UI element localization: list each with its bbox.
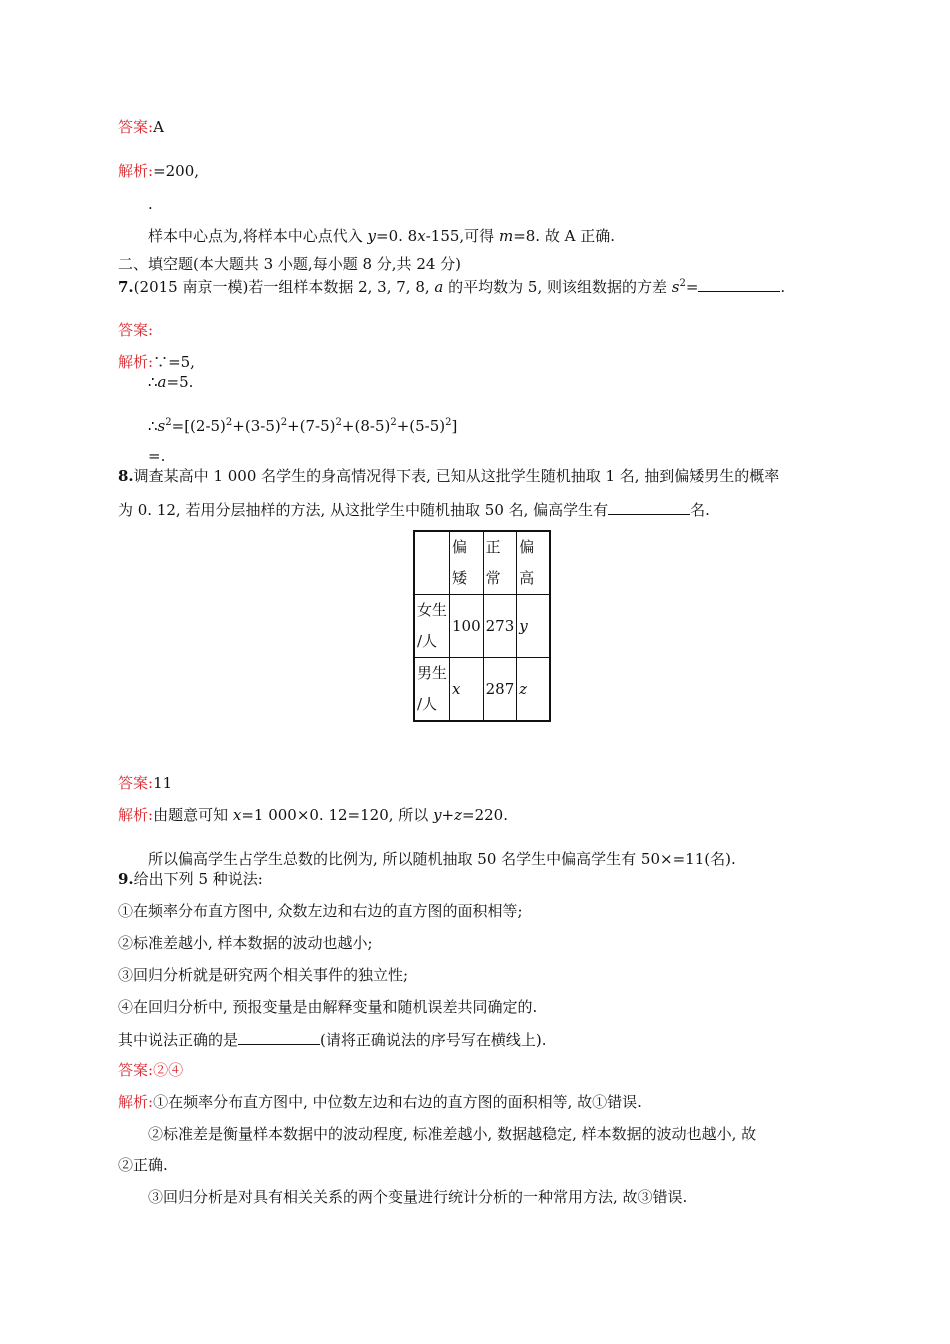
analysis-text: =200, bbox=[153, 162, 200, 180]
text: 由题意可知 bbox=[153, 806, 233, 824]
q7-analysis-line2 bbox=[148, 372, 193, 392]
header-text: 高 bbox=[519, 569, 535, 587]
analysis-label: 解析: bbox=[118, 162, 154, 180]
header-text: 偏 bbox=[452, 538, 468, 556]
q9-analysis-line2: ②标准差是衡量样本数据中的波动程度, 标准差越小, 数据越稳定, 样本数据的波动也越小, 故 bbox=[148, 1125, 757, 1143]
q6-analysis-line2: . bbox=[148, 195, 153, 213]
q7-question bbox=[118, 276, 785, 297]
text: 名. bbox=[690, 501, 710, 519]
row-label-text: 男生 bbox=[417, 664, 448, 682]
text: ∴ bbox=[148, 373, 158, 391]
text: =220. bbox=[462, 806, 508, 824]
q9-item-2: ②标准差越小, 样本数据的波动也越小; bbox=[118, 934, 373, 952]
table-cell: 287 bbox=[483, 658, 517, 722]
var-y: y bbox=[433, 806, 442, 824]
header-cell-normal bbox=[483, 531, 517, 595]
text: (请将正确说法的序号写在横线上). bbox=[320, 1031, 547, 1049]
answer-blank bbox=[698, 276, 780, 292]
header-cell-tall bbox=[517, 531, 551, 595]
header-cell-short bbox=[450, 531, 484, 595]
q7-answer-label: 答案: bbox=[118, 321, 154, 339]
superscript: 2 bbox=[165, 417, 172, 428]
text: +(5-5) bbox=[396, 417, 446, 435]
analysis-label: 解析: bbox=[118, 353, 154, 371]
text: =5. bbox=[166, 373, 194, 391]
var-s: s bbox=[157, 417, 166, 435]
header-text: 常 bbox=[485, 569, 501, 587]
q9-answer bbox=[118, 1060, 183, 1080]
text: 的平均数为 5, 则该组数据的方差 bbox=[443, 278, 672, 296]
text: 样本中心点为,将样本中心点代入 bbox=[148, 227, 368, 245]
var-y: y bbox=[367, 227, 377, 245]
question-number: 9. bbox=[118, 870, 134, 888]
superscript: 2 bbox=[280, 417, 288, 428]
var-s: s bbox=[671, 278, 680, 296]
table-corner-cell bbox=[414, 531, 450, 595]
text: ∴ bbox=[148, 417, 158, 435]
text: 调查某高中 1 000 名学生的身高情况得下表, 已知从这批学生随机抽取 1 名, 抽到偏矮男生的概率 bbox=[133, 467, 780, 485]
row-label-female bbox=[414, 595, 450, 658]
table-header-row bbox=[414, 531, 550, 595]
question-number: 8. bbox=[118, 467, 134, 485]
q6-answer bbox=[118, 117, 164, 137]
row-label-male bbox=[414, 658, 450, 722]
var-m: m bbox=[498, 227, 514, 245]
superscript: 2 bbox=[679, 278, 686, 289]
q9-analysis-line4: ③回归分析是对具有相关关系的两个变量进行统计分析的一种常用方法, 故③错误. bbox=[148, 1188, 688, 1206]
text: +(3-5) bbox=[232, 417, 281, 435]
var-a: a bbox=[434, 278, 444, 296]
table-cell: y bbox=[517, 595, 551, 658]
table-row bbox=[414, 658, 550, 722]
q7-analysis-line3 bbox=[148, 416, 457, 436]
answer-label: 答案: bbox=[118, 1061, 154, 1079]
question-number: 7. bbox=[118, 278, 134, 296]
text: (2015 南京一模)若一组样本数据 2, 3, 7, 8, bbox=[133, 278, 435, 296]
text: . bbox=[780, 278, 786, 296]
answer-value: ②④ bbox=[153, 1061, 184, 1079]
header-text: 矮 bbox=[452, 569, 468, 587]
superscript: 2 bbox=[445, 417, 452, 428]
q8-question-line1 bbox=[118, 466, 779, 486]
table-cell: 273 bbox=[483, 595, 517, 658]
q9-item-3: ③回归分析就是研究两个相关事件的独立性; bbox=[118, 966, 409, 984]
answer-value: A bbox=[153, 118, 164, 136]
superscript: 2 bbox=[390, 417, 397, 428]
q6-analysis-line1 bbox=[118, 161, 199, 181]
answer-blank bbox=[238, 1029, 320, 1045]
q8-answer bbox=[118, 773, 172, 793]
analysis-label: 解析: bbox=[118, 806, 154, 824]
q9-analysis-line3: ②正确. bbox=[118, 1156, 168, 1174]
superscript: 2 bbox=[225, 417, 233, 428]
section-heading: 二、填空题(本大题共 3 小题,每小题 8 分,共 24 分) bbox=[118, 255, 462, 273]
text: =[(2-5) bbox=[171, 417, 226, 435]
answer-value: 11 bbox=[153, 774, 173, 792]
text: -155,可得 bbox=[425, 227, 499, 245]
q9-item-1: ①在频率分布直方图中, 众数左边和右边的直方图的面积相等; bbox=[118, 902, 523, 920]
height-survey-table bbox=[413, 530, 551, 722]
q7-analysis-line4: =. bbox=[148, 447, 166, 465]
q9-question bbox=[118, 869, 263, 889]
row-label-text: /人 bbox=[417, 632, 438, 650]
q8-analysis-line1 bbox=[118, 805, 508, 825]
text: 其中说法正确的是 bbox=[118, 1031, 239, 1049]
text: =8. 故 A 正确. bbox=[513, 227, 615, 245]
analysis-text: ∵=5, bbox=[153, 353, 195, 371]
analysis-label: 解析: bbox=[118, 1093, 154, 1111]
table-cell: 100 bbox=[450, 595, 484, 658]
answer-label: 答案: bbox=[118, 774, 154, 792]
text: 为 0. 12, 若用分层抽样的方法, 从这批学生中随机抽取 50 名, 偏高学生有 bbox=[118, 501, 609, 519]
var-x: x bbox=[232, 806, 242, 824]
q7-analysis-line1 bbox=[118, 352, 195, 372]
table-cell: x bbox=[450, 658, 484, 722]
text: 给出下列 5 种说法: bbox=[133, 870, 263, 888]
q8-analysis-line2: 所以偏高学生占学生总数的比例为, 所以随机抽取 50 名学生中偏高学生有 50×=11(名). bbox=[148, 850, 736, 868]
var-z: z bbox=[454, 806, 463, 824]
row-label-text: 女生 bbox=[417, 601, 448, 619]
text: ] bbox=[451, 417, 458, 435]
q9-analysis-line1 bbox=[118, 1092, 642, 1112]
q6-analysis-line3 bbox=[148, 226, 615, 246]
text: + bbox=[441, 806, 455, 824]
analysis-text: ①在频率分布直方图中, 中位数左边和右边的直方图的面积相等, 故①错误. bbox=[153, 1093, 642, 1111]
answer-blank bbox=[608, 499, 690, 515]
header-text: 偏 bbox=[519, 538, 535, 556]
row-label-text: /人 bbox=[417, 695, 438, 713]
answer-label: 答案: bbox=[118, 118, 154, 136]
text: =0. 8 bbox=[376, 227, 418, 245]
text: +(8-5) bbox=[341, 417, 391, 435]
superscript: 2 bbox=[335, 417, 342, 428]
text: = bbox=[685, 278, 699, 296]
table-cell: z bbox=[517, 658, 551, 722]
text: +(7-5) bbox=[287, 417, 336, 435]
text: =1 000×0. 12=120, 所以 bbox=[241, 806, 434, 824]
q9-item-4: ④在回归分析中, 预报变量是由解释变量和随机误差共同确定的. bbox=[118, 998, 538, 1016]
var-a: a bbox=[157, 373, 167, 391]
var-x: x bbox=[417, 227, 426, 245]
q8-question-line2 bbox=[118, 499, 710, 520]
q9-prompt bbox=[118, 1029, 547, 1050]
table-row bbox=[414, 595, 550, 658]
header-text: 正 bbox=[485, 538, 501, 556]
